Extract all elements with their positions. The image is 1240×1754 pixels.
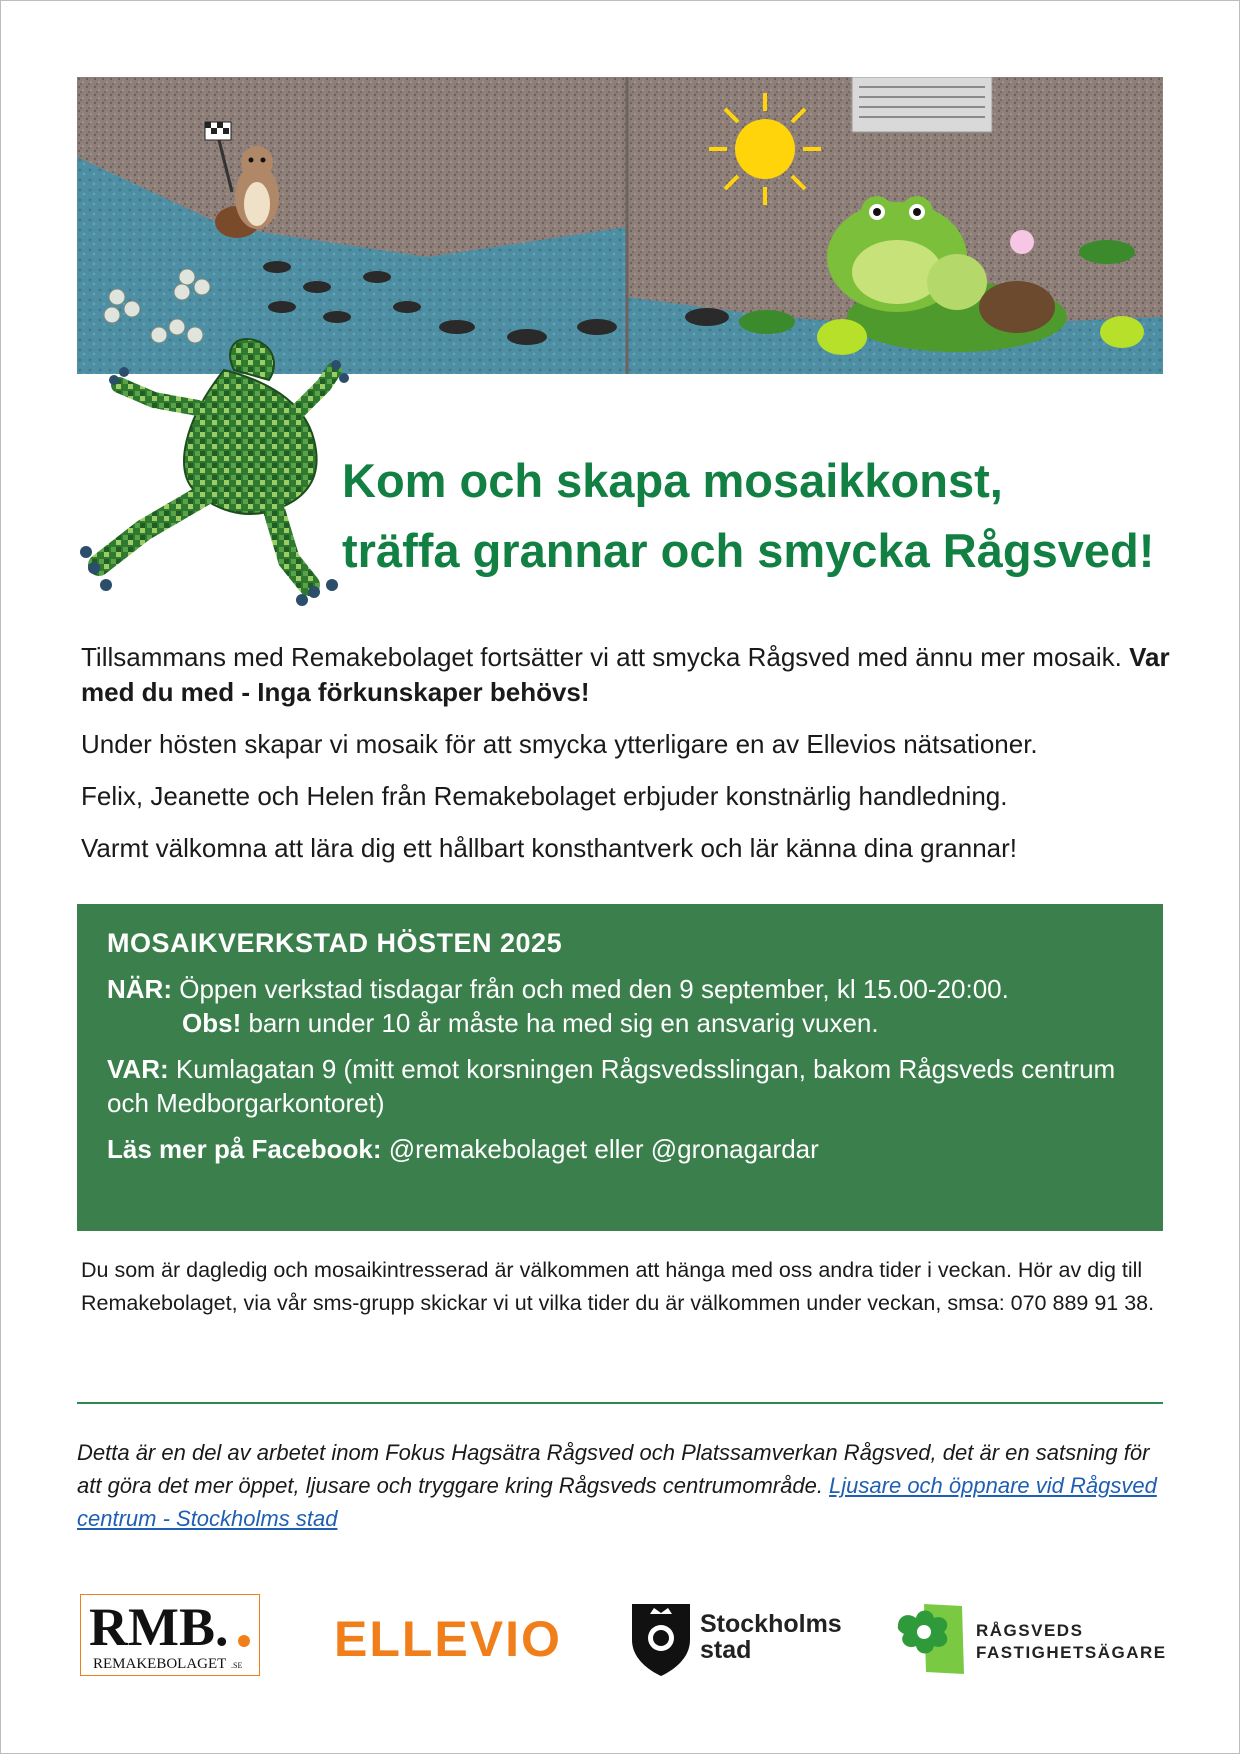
intro-paragraph-3: Felix, Jeanette och Helen från Remakebolaget erbjuder konstnärlig handledning. xyxy=(81,781,1008,811)
stockholms-stad-logo xyxy=(630,1600,850,1676)
remakebolaget-logo xyxy=(80,1594,260,1676)
where-label: VAR: xyxy=(107,1054,169,1084)
page-headline xyxy=(342,446,1192,586)
rmb-big-text: RMB. xyxy=(89,1597,229,1657)
mosaic-frog-image xyxy=(74,330,356,610)
divider xyxy=(77,1402,1163,1404)
intro-p1-bold: Var med du med - Inga förkunskaper behövs! xyxy=(81,642,1170,707)
ragsveds-fastighetsagare-logo xyxy=(894,1602,1170,1678)
weekday-info-text: Du som är dagledig och mosaikintresserad är välkommen att hänga med oss andra tider i veckan. Hör av dig till Remakebolaget, via vår sms-grupp skickar vi ut vilka tider du är välkommen under veckan, smsa: 070 889 91 38. xyxy=(81,1258,1155,1315)
footer-body: Detta är en del av arbetet inom Fokus Hagsätra Rågsved och Platssamverkan Rågsved, det är en satsning för att göra det mer öppet, ljusare och tryggare kring Rågsveds centrumområde. xyxy=(77,1440,1150,1498)
when-label: NÄR: xyxy=(107,974,172,1004)
ellevio-text: ELLEVIO xyxy=(334,1611,562,1662)
ragsved-line-1: RÅGSVEDS xyxy=(976,1621,1084,1640)
where-text: Kumlagatan 9 (mitt emot korsningen Rågsvedsslingan, bakom Rågsveds centrum och Medborgarkontoret) xyxy=(107,1054,1116,1118)
stockholm-line-2: stad xyxy=(700,1636,752,1664)
when-line xyxy=(107,972,1133,1040)
rmb-suffix-text: .SE xyxy=(231,1661,243,1670)
intro-paragraph-2: Under hösten skapar vi mosaik för att smycka ytterligare en av Ellevios nätsationer. xyxy=(81,729,1038,759)
stockholm-line-1: Stockholms xyxy=(700,1610,842,1638)
note-text: barn under 10 år måste ha med sig en ansvarig vuxen. xyxy=(241,1008,879,1038)
facebook-text: @remakebolaget eller @gronagardar xyxy=(381,1134,819,1164)
intro-text xyxy=(81,640,1171,883)
where-line xyxy=(107,1052,1133,1120)
intro-p1-text: Tillsammans med Remakebolaget fortsätter vi att smycka Rågsved med ännu mer mosaik. xyxy=(81,642,1130,672)
rmb-small-text: REMAKEBOLAGET xyxy=(93,1656,227,1672)
facebook-line xyxy=(107,1132,1133,1166)
stockholm-stad-link[interactable]: Ljusare och öppnare vid Rågsved centrum - Stockholms stad xyxy=(77,1473,1157,1531)
note-label: Obs! xyxy=(182,1008,242,1038)
workshop-title: MOSAIKVERKSTAD HÖSTEN 2025 xyxy=(107,928,563,958)
ragsved-line-2: FASTIGHETSÄGARE xyxy=(976,1643,1167,1662)
facebook-label: Läs mer på Facebook: xyxy=(107,1134,382,1164)
footer-text xyxy=(77,1436,1167,1535)
headline-line-1: Kom och skapa mosaikkonst, xyxy=(342,454,1003,507)
workshop-info-box xyxy=(77,904,1163,1231)
ellevio-logo xyxy=(334,1610,564,1662)
note-line xyxy=(107,1008,879,1038)
intro-paragraph-4: Varmt välkomna att lära dig ett hållbart konsthantverk och lär känna dina grannar! xyxy=(81,833,1018,863)
headline-line-2: träffa grannar och smycka Rågsved! xyxy=(342,524,1155,577)
when-text: Öppen verkstad tisdagar från och med den 9 september, kl 15.00-20:00. xyxy=(172,974,1009,1004)
intro-paragraph-1 xyxy=(81,640,1171,710)
